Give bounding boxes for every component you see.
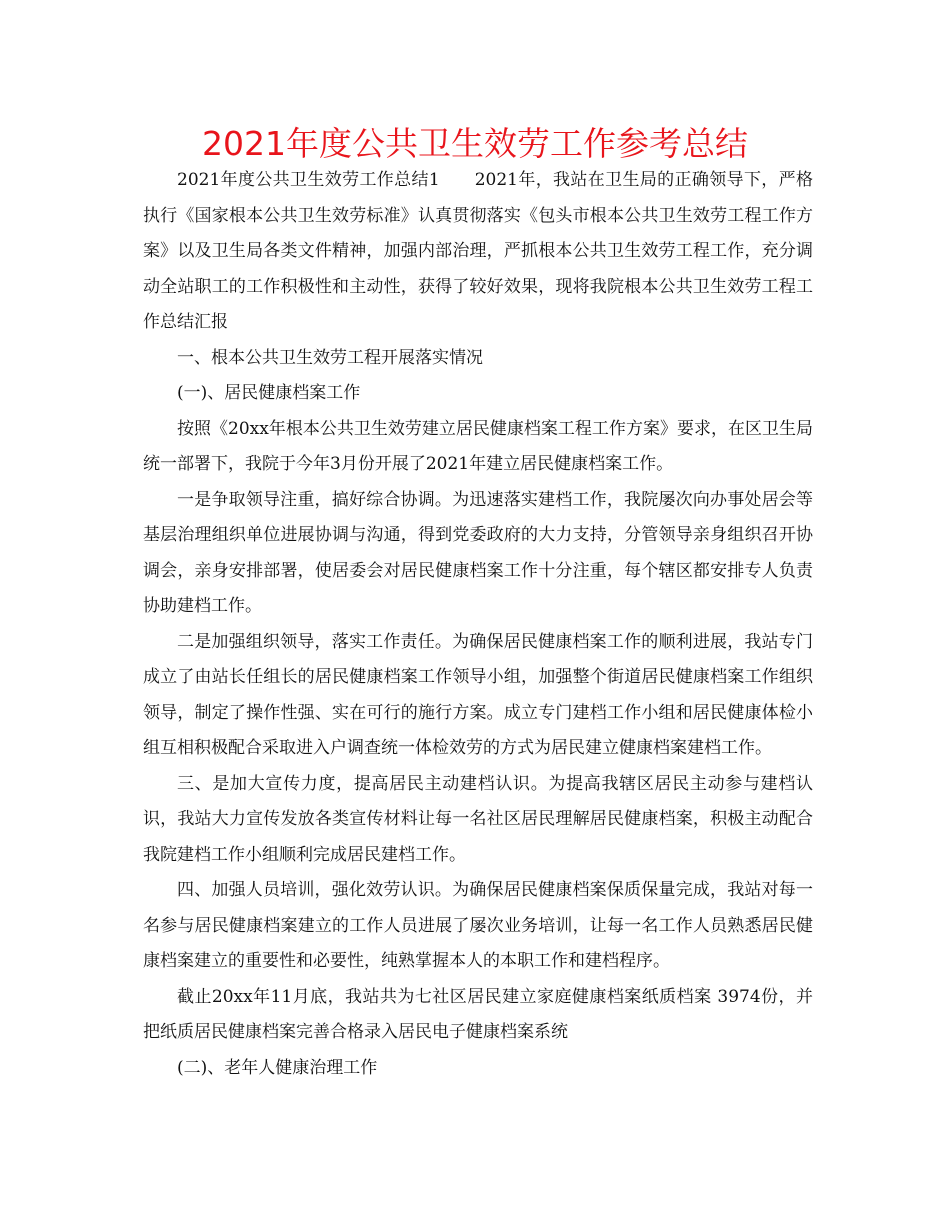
- paragraph: 一是争取领导注重，搞好综合协调。为迅速落实建档工作，我院屡次向办事处居会等基层治理组织单位进展协调与沟通，得到党委政府的大力支持，分管领导亲身组织召开协调会，亲身安排部署，使居委会对居民健康档案工作十分注重，每个辖区都安排专人负责协助建档工作。: [143, 489, 813, 616]
- paragraph: 三、是加大宣传力度，提高居民主动建档认识。为提高我辖区居民主动参与建档认识，我站大力宣传发放各类宣传材料让每一名社区居民理解居民健康档案，积极主动配合我院建档工作小组顺利完成居民建档工作。: [143, 773, 813, 865]
- paragraph: 四、加强人员培训，强化效劳认识。为确保居民健康档案保质保量完成，我站对每一名参与居民健康档案建立的工作人员进展了屡次业务培训，让每一名工作人员熟悉居民健康档案建立的重要性和必要性，纯熟掌握本人的本职工作和建档程序。: [143, 880, 813, 971]
- paragraph: 2021年度公共卫生效劳工作总结1 2021年，我站在卫生局的正确领导下，严格执行《国家根本公共卫生效劳标准》认真贯彻落实《包头市根本公共卫生效劳工程工作方案》以及卫生局各类文件精神，加强内部治理，严抓根本公共卫生效劳工程工作，充分调动全站职工的工作积极性和主动性，获得了较好效果，现将我院根本公共卫生效劳工程工作总结汇报: [143, 170, 813, 332]
- document-body: [143, 163, 813, 1086]
- paragraph: 二是加强组织领导，落实工作责任。为确保居民健康档案工作的顺利进展，我站专门成立了由站长任组长的居民健康档案工作领导小组，加强整个街道居民健康档案工作组织领导，制定了操作性强、实在可行的施行方案。成立专门建档工作小组和居民健康体检小组互相积极配合采取进入户调查统一体检效劳的方式为居民建立健康档案建档工作。: [143, 631, 813, 758]
- paragraph: 按照《20xx年根本公共卫生效劳建立居民健康档案工程工作方案》要求，在区卫生局统一部署下，我院于今年3月份开展了2021年建立居民健康档案工作。: [143, 418, 813, 474]
- document-title: 2021年度公共卫生效劳工作参考总结: [202, 124, 748, 163]
- subsection-heading: (一)、居民健康档案工作: [177, 383, 361, 403]
- subsection-heading: (二)、老年人健康治理工作: [177, 1057, 378, 1078]
- section-heading: 一、根本公共卫生效劳工程开展落实情况: [177, 347, 483, 368]
- paragraph: 截止20xx年11月底，我站共为七社区居民建立家庭健康档案纸质档案 3974份，并把纸质居民健康档案完善合格录入居民电子健康档案系统: [143, 986, 813, 1042]
